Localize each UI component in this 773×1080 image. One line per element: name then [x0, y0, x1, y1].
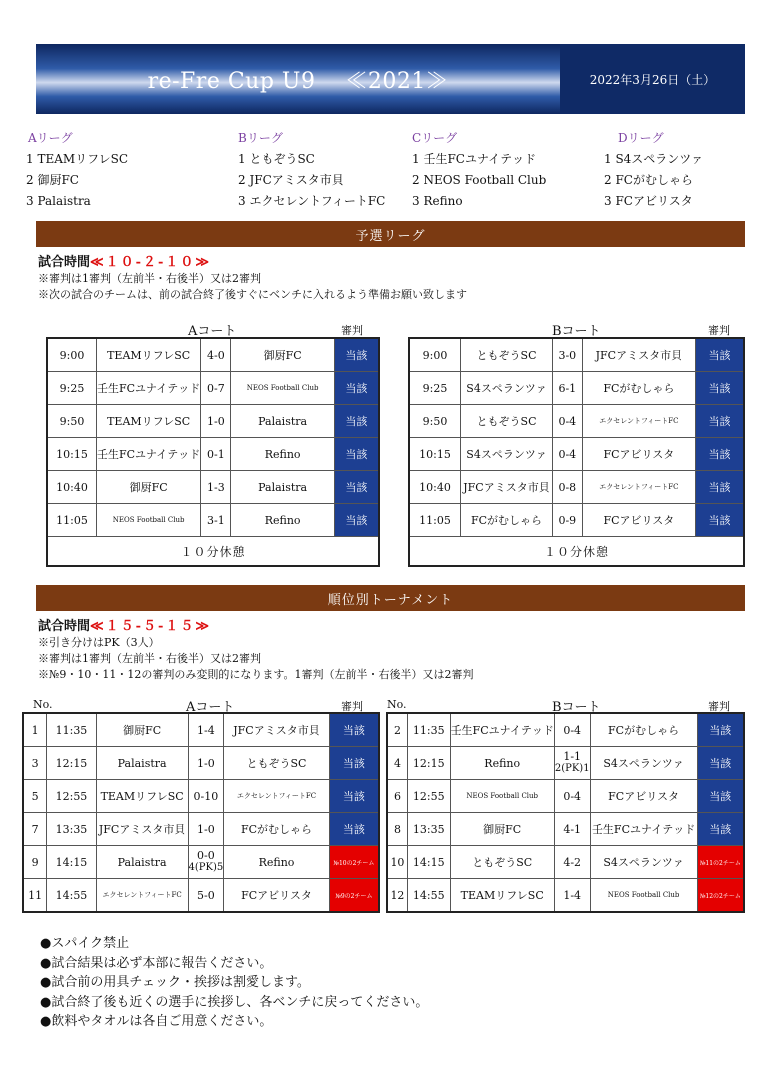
match-time-cell: 10:40: [409, 471, 461, 504]
note-line: ※審判は1審判（左前半・右後半）又は2審判: [38, 652, 261, 665]
match-number-cell: 1: [23, 713, 47, 747]
referee-cell: 当該: [696, 372, 744, 405]
score-cell: 0-8: [552, 471, 582, 504]
table-row: [387, 747, 744, 780]
referee-cell: 当該: [334, 471, 379, 504]
home-team-cell: TEAMリフレSC: [96, 405, 200, 438]
score-cell: 6-1: [552, 372, 582, 405]
section-band-tournament: 順位別トーナメント: [36, 585, 745, 611]
match-number-cell: 2: [387, 713, 407, 747]
score-cell: 4-2: [554, 846, 590, 879]
referee-cell: 当該: [696, 504, 744, 537]
home-team-cell: TEAMリフレSC: [96, 338, 200, 372]
away-team-cell: 壬生FCユナイテッド: [590, 813, 697, 846]
match-number-cell: 11: [23, 879, 47, 913]
prelim-notes: [38, 255, 467, 303]
score-cell: 1-0: [188, 813, 224, 846]
home-team-cell: ともぞうSC: [461, 338, 553, 372]
referee-header: 審判: [708, 700, 730, 713]
score-cell: [188, 846, 224, 879]
away-team-cell: NEOS Football Club: [231, 372, 334, 405]
referee-cell: 当該: [696, 338, 744, 372]
referee-cell: 当該: [697, 713, 744, 747]
rule-item: ●試合結果は必ず本部に報告ください。: [40, 955, 273, 971]
note-line: ※№9・10・11・12の審判のみ変則的になります。1審判（左前半・右後半）又は2審判: [38, 668, 474, 681]
away-team-cell: Refino: [231, 504, 334, 537]
home-team-cell: 御厨FC: [96, 713, 188, 747]
table-row: [47, 338, 379, 372]
league-list: [0, 128, 773, 212]
away-team-cell: エクセレントフィートFC: [224, 780, 329, 813]
home-team-cell: 御厨FC: [96, 471, 200, 504]
match-time: [38, 255, 467, 271]
league-name: Dリーグ: [618, 131, 664, 145]
match-time-cell: 13:35: [47, 813, 96, 846]
match-time-cell: 9:00: [47, 338, 96, 372]
league-a: [26, 128, 128, 212]
score-cell: 4-1: [554, 813, 590, 846]
referee-cell: 当該: [696, 405, 744, 438]
referee-cell: 当該: [696, 438, 744, 471]
match-time-cell: 9:25: [409, 372, 461, 405]
league-name: Cリーグ: [412, 131, 458, 145]
league-name: Aリーグ: [28, 131, 73, 145]
table-row: [23, 879, 379, 913]
table-row: [23, 813, 379, 846]
referee-header: 審判: [708, 324, 730, 337]
break-row: [47, 537, 379, 567]
note-line: ※審判は1審判（左前半・右後半）又は2審判: [38, 272, 261, 285]
referee-cell: 当該: [697, 813, 744, 846]
match-time-cell: 12:15: [407, 747, 450, 780]
match-number-cell: 6: [387, 780, 407, 813]
home-team-cell: JFCアミスタ市貝: [461, 471, 553, 504]
break-row: [409, 537, 744, 567]
home-team-cell: Refino: [450, 747, 554, 780]
referee-cell: 当該: [329, 780, 379, 813]
score-cell: 1-0: [188, 747, 224, 780]
score-cell: 0-4: [552, 405, 582, 438]
score-cell: 5-0: [188, 879, 224, 913]
match-time-cell: 10:15: [409, 438, 461, 471]
away-team-cell: FCアビリスタ: [224, 879, 329, 913]
table-row: [409, 471, 744, 504]
referee-cell: №12の2チーム: [697, 879, 744, 913]
score-cell: [554, 747, 590, 780]
score-cell: 0-4: [552, 438, 582, 471]
away-team-cell: エクセレントフィートFC: [582, 471, 695, 504]
match-time-label: 試合時間: [38, 619, 91, 634]
event-date: 2022年3月26日（土）: [560, 44, 745, 114]
header: [36, 44, 745, 114]
referee-header: 審判: [341, 700, 363, 713]
tournament-schedule-b: [386, 712, 745, 913]
match-time-cell: 11:35: [407, 713, 450, 747]
table-row: [23, 747, 379, 780]
table-row: [23, 713, 379, 747]
prelim-schedule-b: [408, 337, 745, 567]
table-row: [47, 405, 379, 438]
match-time-cell: 13:35: [407, 813, 450, 846]
match-time-cell: 12:15: [47, 747, 96, 780]
pk-score: 2(PK)1: [554, 763, 590, 774]
table-row: [409, 338, 744, 372]
away-team-cell: FCがむしゃら: [224, 813, 329, 846]
referee-cell: 当該: [334, 504, 379, 537]
match-time-cell: 14:55: [407, 879, 450, 913]
referee-cell: 当該: [329, 713, 379, 747]
referee-cell: 当該: [334, 438, 379, 471]
match-time-cell: 12:55: [47, 780, 96, 813]
referee-cell: 当該: [696, 471, 744, 504]
rule-item: ●飲料やタオルは各自ご用意ください。: [40, 1014, 273, 1029]
match-time-cell: 10:40: [47, 471, 96, 504]
rule-item: ●試合終了後も近くの選手に挨拶し、各ベンチに戻ってください。: [40, 994, 429, 1010]
league-d: [604, 128, 703, 212]
away-team-cell: Refino: [231, 438, 334, 471]
match-time-cell: 14:55: [47, 879, 96, 913]
score-cell: 0-1: [201, 438, 231, 471]
table-row: [409, 405, 744, 438]
away-team-cell: Refino: [224, 846, 329, 879]
table-row: [387, 879, 744, 913]
away-team-cell: NEOS Football Club: [590, 879, 697, 913]
away-team-cell: FCアビリスタ: [590, 780, 697, 813]
match-time-cell: 9:50: [409, 405, 461, 438]
league-name: Bリーグ: [238, 131, 283, 145]
away-team-cell: JFCアミスタ市貝: [582, 338, 695, 372]
table-row: [23, 780, 379, 813]
score-cell: 1-0: [201, 405, 231, 438]
league-team: 2 御厨FC: [26, 173, 79, 187]
match-time-value: ≪１０-２-１０≫: [90, 255, 212, 270]
court-b-title: Bコート: [552, 700, 601, 715]
home-team-cell: S4スペランツァ: [461, 438, 553, 471]
league-team: 3 Palaistra: [26, 194, 91, 208]
match-time-cell: 11:05: [47, 504, 96, 537]
rule-item: ●試合前の用具チェック・挨拶は割愛します。: [40, 975, 310, 990]
no-header: No.: [33, 698, 53, 711]
match-number-cell: 4: [387, 747, 407, 780]
referee-cell: 当該: [334, 372, 379, 405]
home-team-cell: 壬生FCユナイテッド: [450, 713, 554, 747]
home-team-cell: 壬生FCユナイテッド: [96, 372, 200, 405]
league-b: [238, 128, 385, 212]
table-row: [47, 471, 379, 504]
no-header: No.: [387, 698, 407, 711]
score-main: 0-0: [197, 849, 215, 862]
pk-score: 4(PK)5: [188, 862, 224, 873]
note-line: ※引き分けはPK（3人）: [38, 636, 160, 649]
referee-cell: 当該: [329, 813, 379, 846]
table-row: [387, 780, 744, 813]
home-team-cell: Palaistra: [96, 747, 188, 780]
league-team: 3 エクセレントフィートFC: [238, 194, 386, 208]
referee-cell: №11の2チーム: [697, 846, 744, 879]
score-cell: 3-1: [201, 504, 231, 537]
league-team: 1 S4スペランツァ: [604, 152, 704, 166]
match-time-cell: 14:15: [407, 846, 450, 879]
match-number-cell: 5: [23, 780, 47, 813]
league-team: 3 Refino: [412, 194, 463, 208]
match-number-cell: 9: [23, 846, 47, 879]
section-band-prelim: 予選リーグ: [36, 221, 745, 247]
rules-list: [40, 934, 428, 1032]
league-team: 1 TEAMリフレSC: [26, 152, 129, 166]
score-cell: 0-4: [554, 780, 590, 813]
away-team-cell: FCアビリスタ: [582, 504, 695, 537]
match-number-cell: 7: [23, 813, 47, 846]
match-number-cell: 12: [387, 879, 407, 913]
score-main: 1-1: [563, 750, 582, 763]
home-team-cell: S4スペランツァ: [461, 372, 553, 405]
tournament-notes: [38, 619, 474, 683]
home-team-cell: ともぞうSC: [461, 405, 553, 438]
referee-header: 審判: [341, 324, 363, 337]
match-time-label: 試合時間: [38, 255, 91, 270]
table-row: [387, 813, 744, 846]
match-number-cell: 8: [387, 813, 407, 846]
score-cell: 1-3: [201, 471, 231, 504]
score-cell: 0-4: [554, 713, 590, 747]
tournament-schedule-a: [22, 712, 380, 913]
away-team-cell: Palaistra: [231, 405, 334, 438]
referee-cell: 当該: [334, 338, 379, 372]
match-time-cell: 11:35: [47, 713, 96, 747]
score-cell: 4-0: [201, 338, 231, 372]
court-b-title: Bコート: [552, 324, 601, 339]
league-team: 2 JFCアミスタ市貝: [238, 173, 344, 187]
page-title: re-Fre Cup U9 ≪2021≫: [36, 44, 560, 114]
score-cell: 0-7: [201, 372, 231, 405]
match-time-cell: 9:50: [47, 405, 96, 438]
referee-cell: 当該: [697, 780, 744, 813]
referee-cell: 当該: [329, 747, 379, 780]
referee-cell: №10の2チーム: [329, 846, 379, 879]
break-cell: １０分休憩: [47, 537, 379, 567]
table-row: [23, 846, 379, 879]
table-row: [409, 372, 744, 405]
home-team-cell: NEOS Football Club: [450, 780, 554, 813]
home-team-cell: Palaistra: [96, 846, 188, 879]
match-time-cell: 9:25: [47, 372, 96, 405]
referee-cell: 当該: [334, 405, 379, 438]
score-cell: 1-4: [554, 879, 590, 913]
table-row: [47, 372, 379, 405]
away-team-cell: Palaistra: [231, 471, 334, 504]
match-time-cell: 11:05: [409, 504, 461, 537]
match-number-cell: 3: [23, 747, 47, 780]
home-team-cell: JFCアミスタ市貝: [96, 813, 188, 846]
table-row: [387, 846, 744, 879]
match-time-cell: 9:00: [409, 338, 461, 372]
match-time: [38, 619, 474, 635]
away-team-cell: FCがむしゃら: [590, 713, 697, 747]
away-team-cell: S4スペランツァ: [590, 747, 697, 780]
away-team-cell: FCがむしゃら: [582, 372, 695, 405]
table-row: [409, 504, 744, 537]
referee-cell: 当該: [697, 747, 744, 780]
league-team: 2 NEOS Football Club: [412, 173, 547, 187]
match-time-value: ≪１５-５-１５≫: [90, 619, 212, 634]
league-team: 1 壬生FCユナイテッド: [412, 152, 537, 166]
home-team-cell: ともぞうSC: [450, 846, 554, 879]
table-row: [47, 504, 379, 537]
table-row: [387, 713, 744, 747]
table-row: [409, 438, 744, 471]
note-line: ※次の試合のチームは、前の試合終了後すぐにベンチに入れるよう準備お願い致します: [38, 288, 467, 301]
match-time-cell: 14:15: [47, 846, 96, 879]
table-row: [47, 438, 379, 471]
away-team-cell: S4スペランツァ: [590, 846, 697, 879]
home-team-cell: NEOS Football Club: [96, 504, 200, 537]
home-team-cell: TEAMリフレSC: [96, 780, 188, 813]
away-team-cell: 御厨FC: [231, 338, 334, 372]
league-team: 1 ともぞうSC: [238, 152, 315, 166]
break-cell: １０分休憩: [409, 537, 744, 567]
home-team-cell: FCがむしゃら: [461, 504, 553, 537]
home-team-cell: TEAMリフレSC: [450, 879, 554, 913]
home-team-cell: 御厨FC: [450, 813, 554, 846]
match-time-cell: 12:55: [407, 780, 450, 813]
score-cell: 1-4: [188, 713, 224, 747]
score-cell: 0-9: [552, 504, 582, 537]
match-time-cell: 10:15: [47, 438, 96, 471]
home-team-cell: 壬生FCユナイテッド: [96, 438, 200, 471]
referee-cell: №9の2チーム: [329, 879, 379, 913]
rule-item: ●スパイク禁止: [40, 936, 130, 951]
court-a-title: Aコート: [188, 324, 237, 339]
away-team-cell: エクセレントフィートFC: [582, 405, 695, 438]
away-team-cell: ともぞうSC: [224, 747, 329, 780]
league-team: 3 FCアビリスタ: [604, 194, 693, 208]
score-cell: 0-10: [188, 780, 224, 813]
league-c: [412, 128, 546, 212]
match-number-cell: 10: [387, 846, 407, 879]
away-team-cell: JFCアミスタ市貝: [224, 713, 329, 747]
league-team: 2 FCがむしゃら: [604, 173, 693, 187]
prelim-schedule-a: [46, 337, 380, 567]
away-team-cell: FCアビリスタ: [582, 438, 695, 471]
score-cell: 3-0: [552, 338, 582, 372]
court-a-title: Aコート: [186, 700, 235, 715]
home-team-cell: エクセレントフィートFC: [96, 879, 188, 913]
